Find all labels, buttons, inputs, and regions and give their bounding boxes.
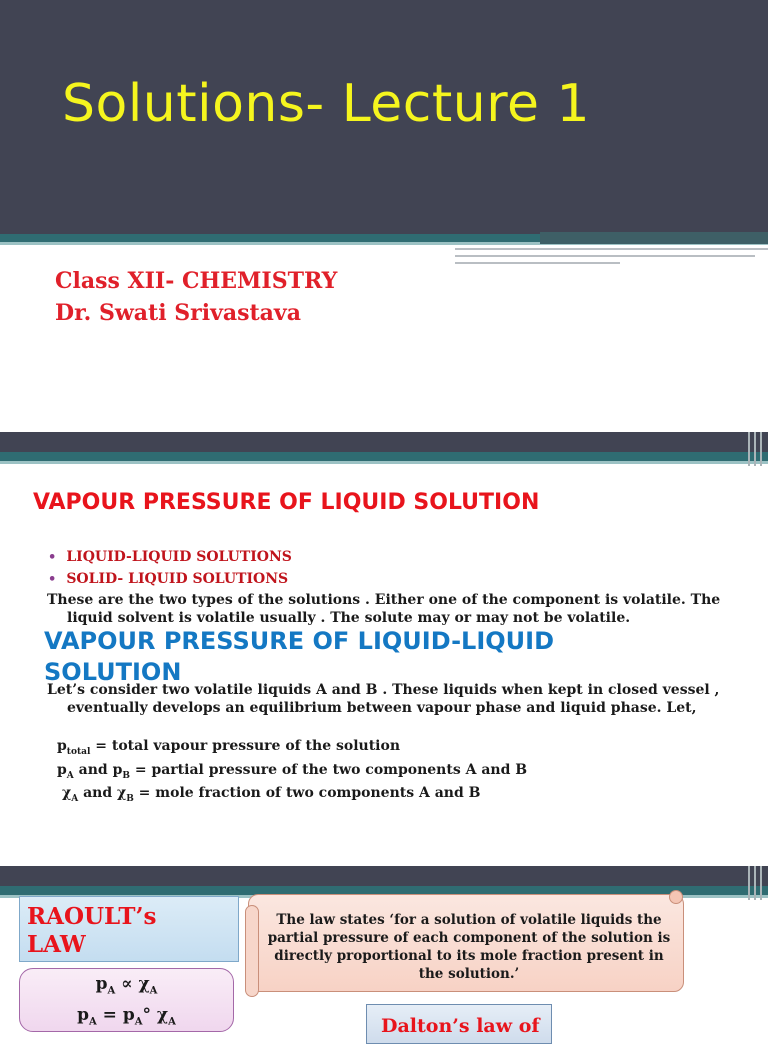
title-slide [0,0,768,425]
raoults-law-slide [0,866,768,1037]
decorative-line [455,248,768,250]
bullet-dot-icon: • [48,572,57,587]
raoults-law-title-box [19,896,239,962]
definition-partial-pressure: $p_A$ and $p_B$ = partial pressure of the two components A and B [57,762,528,781]
decorative-stripe [748,866,750,900]
scroll-curl-icon [669,890,683,904]
decorative-stripe [760,432,762,466]
decorative-line [455,262,620,264]
definition-mole-fraction: $\chi_A$ and $\chi_B$ = mole fraction of two components A and B [62,785,481,804]
daltons-law-title: Dalton’s law of [381,1015,540,1037]
list-item: • LIQUID-LIQUID SOLUTIONS [48,549,292,565]
teal-divider-thin [0,461,768,464]
daltons-law-box [366,1004,552,1044]
subtitle-class: Class XII- CHEMISTRY [55,268,338,294]
scroll-roll-icon [245,905,259,997]
decorative-stripe [760,866,762,900]
formula-equation: $p_A = p_A^\circ$ $\chi_A$ [77,1005,176,1028]
subtitle-author: Dr. Swati Srivastava [55,300,301,326]
decorative-stripe [754,866,756,900]
raoults-law-title: RAOULT’s [27,903,157,930]
bullet-list [48,548,292,592]
intro-paragraph: Let’s consider two volatile liquids A and B . These liquids when kept in closed vessel , eventually develops an equilibrium between vapour phase and liquid phase. Let, [47,682,720,716]
raoults-law-title-line2: LAW [27,931,86,958]
subsection-heading: VAPOUR PRESSURE OF LIQUID-LIQUID SOLUTION [44,627,554,686]
vapour-pressure-slide [0,432,768,862]
list-item: • SOLID- LIQUID SOLUTIONS [48,571,289,587]
teal-divider [0,452,768,461]
formula-box [19,968,234,1032]
decorative-line [455,255,755,257]
law-statement-scroll [248,894,684,992]
decorative-block [540,232,768,244]
decorative-stripe [754,432,756,466]
law-statement: The law states ‘for a solution of volatile liquids the partial pressure of each component of the solution is directly proportional to its mole fraction present in the solution.’ [267,912,671,982]
definition-total-pressure: $p_{total}$ = total vapour pressure of the solution [57,738,401,757]
decorative-stripe [748,432,750,466]
header-band [0,432,768,452]
slide-title: Solutions- Lecture 1 [62,74,591,134]
section-heading: VAPOUR PRESSURE OF LIQUID SOLUTION [33,490,540,515]
types-paragraph: These are the two types of the solutions . Either one of the component is volatile. The liquid solvent is volatile usually . The solute may or may not be volatile. [47,592,721,626]
formula-proportional: $p_A \propto \chi_A$ [95,974,158,997]
bullet-dot-icon: • [48,550,57,565]
header-band [0,866,768,886]
